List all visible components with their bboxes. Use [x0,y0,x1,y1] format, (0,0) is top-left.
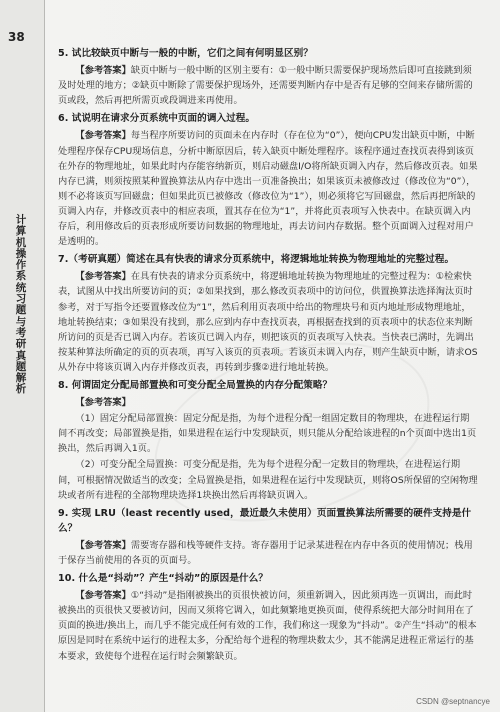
answer-text: 在具有快表的请求分页系统中，将逻辑地址转换为物理地址的完整过程为：①检索快表，试图从中找出所要访问的页；②如果找到，那么修改页表项中的访问位，供置换算法选择淘汰页时参考，对于写指令还要置修改位为“1”，然后利用页表项中给出的物理块号和页内地址形成物理地址，地址转换结束；③如果没有找到，那么应到内存中查找页表，再根据查找到的页表项中的状态位来判断所访问的页是否已调入内存。若该页已调入内存，则把该页的页表项写入快表。当快表已满时，先调出按某种算法所确定的页的页表项，再写入该页的页表项。若该页未调入内存，则产生缺页中断，请求OS从外存中将该页调入内存并修改页表，再转到步骤②进行地址转换。 [58,271,478,373]
question-10: 10. 什么是“抖动”？产生“抖动”的原因是什么？ [58,573,268,585]
answer-9 [58,538,478,568]
question-6: 6. 试说明在请求分页系统中页面的调入过程。 [58,113,256,125]
answer-8-tag-line [58,395,478,410]
answer-8-part-2: （2）可变分配全局置换：可变分配是指，先为每个进程分配一定数目的物理块，在进程运行期间，可根据情况做适当的改变；全局置换是指，如果进程在运行中发现缺页，则将OS所保留的空闲物理块或者所有进程的全部物理块选择1块换出然后再将缺页调入。 [58,459,478,501]
book-side-title: 计算机操作系统习题与考研真题解析 [15,214,27,396]
question-9: 9. 实现 LRU（least recently used，最近最久未使用）页面置换算法所需要的硬件支持是什么？ [58,507,472,534]
page-content [58,43,478,665]
answer-text: 缺页中断与一般中断的区别主要有：①一般中断只需要保护现场然后即可直接跳到须及时处理的地方；②缺页中断除了需要保护现场外，还需要判断内存中是否有足够的空间来存储所需的页或段，然后再把所需页或段调进来再使用。 [58,65,473,107]
answer-tag: 【参考答案】 [75,590,131,602]
answer-tag: 【参考答案】 [75,130,131,142]
page-number: 38 [8,30,25,44]
answer-5 [58,63,478,108]
answer-text: 需要寄存器和栈等硬件支持。寄存器用于记录某进程在内存中各页的使用情况；栈用于保存当前使用的各页的页面号。 [58,539,473,566]
question-7: 7.（考研真题）简述在具有快表的请求分页系统中，将逻辑地址转换为物理地址的完整过程。 [58,254,455,266]
answer-7 [58,269,478,375]
page-sidebar [0,0,45,712]
answer-8-part-1: （1）固定分配局部置换：固定分配是指，为每个进程分配一组固定数目的物理块，在进程运行期间不再改变；局部置换是指，如果进程在运行中发现缺页，则只能从分配给该进程的n个页面中选出1页换出，然后再调入1页。 [58,413,477,455]
footer-watermark: CSDN @septnancye [416,697,490,706]
answer-6 [58,128,478,249]
answer-tag: 【参考答案】 [75,65,131,77]
answer-text: 每当程序所要访问的页面未在内存时（存在位为“0”），便向CPU发出缺页中断，中断处理程序保存CPU现场信息，分析中断原因后，转入缺页中断处理程序。该程序通过查找页表得到该页在外存的物理地址，如果此时内存能容纳新页，则启动磁盘I/O将所缺页调入内存，然后修改页表。如果内存已满，则须按照某种置换算法从内存中选出一页准备换出；如果该页未被修改过（修改位为“0”），则不必将该页写回磁盘；但如果此页已被修改（修改位为“1”），则必须将它写回磁盘，然后再把所缺的页调入内存，并修改页表中的相应表项，置其存在位为“1”，并将此页表项写入快表中。在缺页调入内存后，利用修改后的页表形成所要访问数据的物理地址，再去访问内存数据。整个页面调入过程对用户是透明的。 [58,130,478,248]
answer-tag: 【参考答案】 [75,271,131,283]
question-5: 5. 试比较缺页中断与一般的中断，它们之间有何明显区别？ [58,48,313,59]
answer-text: ①“抖动”是指刚被换出的页很快被访问，须重新调入，因此须再选一页调出，而此时被换出的页很快又要被访问，因而又须将它调入，如此频繁地更换页面，使得系统把大部分时间用在了页面的换进/换出上，而几乎不能完成任何有效的工作，我们称这一现象为“抖动”。②产生“抖动”的根本原因是同时在系统中运行的进程太多，分配给每个进程的物理块数太少，其不能满足进程正常运行的基本要求，致使每个进程在运行时会频繁缺页。 [58,590,477,662]
answer-tag: 【参考答案】 [75,397,131,409]
question-8: 8. 何谓固定分配局部置换和可变分配全局置换的内存分配策略？ [58,379,333,391]
answer-10 [58,588,478,663]
answer-tag: 【参考答案】 [75,539,131,551]
